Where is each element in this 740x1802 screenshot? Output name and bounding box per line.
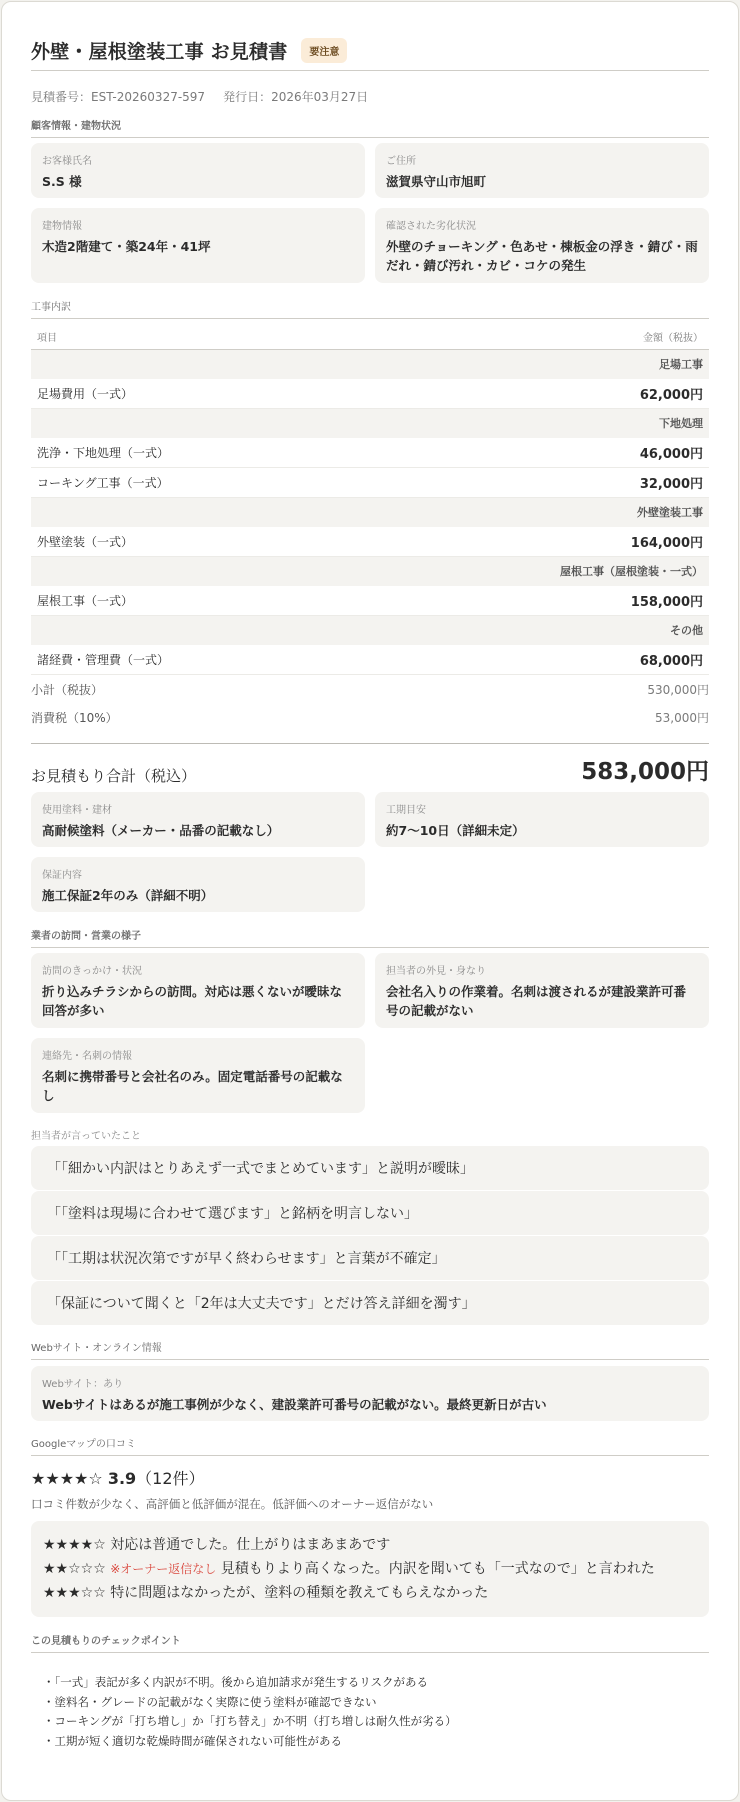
- divider: [31, 70, 709, 71]
- card-value: 滋賀県守山市旭町: [386, 174, 487, 189]
- quote-item: 「「細かい内訳はとりあえず一式でまとめています」と説明が曖昧」: [31, 1146, 709, 1190]
- tax-label: 消費税（10%）: [31, 710, 118, 725]
- card-label: 連絡先・名刺の情報: [42, 1051, 132, 1062]
- checkpoint-list: [31, 1653, 709, 1751]
- estimate-number: 見積番号：EST-20260327-597: [31, 90, 206, 104]
- appearance-card: [375, 953, 709, 1028]
- customer-grid: [31, 143, 709, 283]
- table-row: 足場費用（一式） 62,000円: [31, 379, 709, 409]
- review-list: [31, 1521, 709, 1617]
- card-value: 高耐候塗料（メーカー・品番の記載なし）: [42, 823, 280, 838]
- table-row: 屋根工事（一式） 158,000円: [31, 586, 709, 616]
- review-count: （12件）: [136, 1469, 205, 1488]
- review-text: 見積もりより高くなった。内訳を聞いても「一式なので」と言われた: [220, 1561, 655, 1577]
- no-owner-reply-flag: ※オーナー返信なし: [110, 1562, 217, 1576]
- table-row: コーキング工事（一式） 32,000円: [31, 468, 709, 498]
- section-title: 顧客情報・建物状況: [31, 117, 709, 138]
- address-card: [375, 143, 709, 198]
- review-item: [43, 1557, 697, 1581]
- website-section: [31, 1339, 709, 1421]
- section-title: この見積もりのチェックポイント: [31, 1632, 709, 1653]
- rating-score: 3.9: [107, 1469, 137, 1488]
- rating-summary: [31, 1466, 709, 1488]
- section-title: Googleマップの口コミ: [31, 1435, 709, 1456]
- review-item: [43, 1533, 697, 1557]
- tax-row: [31, 703, 709, 731]
- table-row: 外壁塗装（一式） 164,000円: [31, 527, 709, 557]
- page-title: 外壁・屋根塗装工事 お見積書: [31, 40, 288, 63]
- review-text: 特に問題はなかったが、塗料の種類を教えてもらえなかった: [110, 1585, 489, 1601]
- visit-grid: [31, 953, 709, 1113]
- rating-note: 口コミ件数が少なく、高評価と低評価が混在。低評価へのオーナー返信がない: [31, 1497, 434, 1511]
- card-value: 外壁のチョーキング・色あせ・棟板金の浮き・錆び・雨だれ・錆び汚れ・カビ・コケの発生: [386, 239, 698, 274]
- card-label: 建物情報: [42, 221, 82, 232]
- table-row: 諸経費・管理費（一式） 68,000円: [31, 645, 709, 675]
- divider: [31, 743, 709, 744]
- category-row: 足場工事: [31, 350, 709, 379]
- subtotal-value: 530,000円: [647, 682, 709, 697]
- category-row: 下地処理: [31, 409, 709, 438]
- col-item: 項目: [31, 319, 459, 350]
- section-title: 工事内訳: [31, 298, 709, 319]
- card-label: 確認された劣化状況: [386, 221, 476, 232]
- google-section: [31, 1435, 709, 1617]
- card-value: 会社名入りの作業着。名刺は渡されるが建設業許可番号の記載がない: [386, 984, 687, 1019]
- card-label: 保証内容: [42, 870, 82, 881]
- card-value: 施工保証2年のみ（詳細不明）: [42, 888, 214, 903]
- quote-item: 「「工期は状況次第ですが早く終わらせます」と言葉が不確定」: [31, 1236, 709, 1280]
- visit-section: [31, 927, 709, 1113]
- star-rating-icon: ★★★★☆: [43, 1537, 106, 1553]
- total-row: [31, 756, 709, 786]
- category-row: 屋根工事（屋根塗装・一式）: [31, 557, 709, 586]
- contact-card: [31, 1038, 365, 1113]
- warning-badge: 要注意: [301, 38, 347, 63]
- deterioration-card: [375, 208, 709, 283]
- star-rating-icon: ★★★☆☆: [43, 1585, 106, 1601]
- quote-item: 「保証について聞くと「2年は大丈夫です」とだけ答え詳細を濁す」: [31, 1281, 709, 1325]
- quote-item: 「「塗料は現場に合わせて選びます」と銘柄を明言しない」: [31, 1191, 709, 1235]
- details-grid: [31, 792, 709, 912]
- website-card: [31, 1366, 709, 1421]
- total-value: 583,000円: [581, 759, 709, 785]
- review-item: [43, 1581, 697, 1605]
- table-header: [31, 319, 709, 350]
- star-rating-icon: ★★☆☆☆: [43, 1561, 106, 1577]
- checkpoint-item: ・塗料名・グレードの記載がなく実際に使う塗料が確認できない: [43, 1694, 377, 1709]
- card-label: ご住所: [386, 156, 416, 167]
- quotes-section: [31, 1127, 709, 1325]
- customer-section: [31, 117, 709, 283]
- card-value: 折り込みチラシからの訪問。対応は悪くないが曖昧な回答が多い: [42, 984, 343, 1019]
- section-title: Webサイト・オンライン情報: [31, 1339, 709, 1360]
- breakdown-table: [31, 319, 709, 675]
- card-label: 訪問のきっかけ・状況: [42, 966, 142, 977]
- estimate-meta: [31, 88, 709, 104]
- checkpoint-item: ・工期が短く適切な乾燥時間が確保されない可能性がある: [43, 1733, 342, 1748]
- estimate-document: [1, 1, 739, 1801]
- subtotal-row: [31, 675, 709, 703]
- breakdown-section: [31, 298, 709, 786]
- card-label: お客様氏名: [42, 156, 92, 167]
- checkpoint-item: ・コーキングが「打ち増し」か「打ち替え」か不明（打ち増しは耐久性が劣る）: [43, 1714, 457, 1728]
- review-text: 対応は普通でした。仕上がりはまあまあです: [110, 1537, 391, 1553]
- card-label: 使用塗料・建材: [42, 805, 112, 816]
- card-value: 木造2階建て・築24年・41坪: [42, 239, 211, 254]
- schedule-card: [375, 792, 709, 847]
- checkpoint-item: ・「一式」表記が多く内訳が不明。後から追加請求が発生するリスクがある: [43, 1675, 429, 1689]
- customer-name-card: [31, 143, 365, 198]
- card-value: 名刺に携帯番号と会社名のみ。固定電話番号の記載なし: [42, 1069, 343, 1104]
- quotes-label: 担当者が言っていたこと: [31, 1131, 141, 1142]
- warranty-card: [31, 857, 365, 912]
- issue-date: 発行日：2026年03月27日: [223, 90, 369, 104]
- tax-value: 53,000円: [655, 710, 709, 725]
- card-value: 約7〜10日（詳細未定）: [386, 823, 525, 838]
- card-label: 担当者の外見・身なり: [386, 966, 486, 977]
- title-row: [31, 2, 709, 70]
- card-label: 工期目安: [386, 805, 426, 816]
- category-row: その他: [31, 616, 709, 645]
- building-info-card: [31, 208, 365, 283]
- visit-trigger-card: [31, 953, 365, 1028]
- star-rating-icon: ★★★★☆: [31, 1469, 103, 1488]
- subtotal-label: 小計（税抜）: [31, 682, 104, 697]
- total-label: お見積もり合計（税込）: [31, 767, 197, 785]
- materials-card: [31, 792, 365, 847]
- col-amount: 金額（税抜）: [459, 319, 709, 350]
- table-row: 洗浄・下地処理（一式） 46,000円: [31, 438, 709, 468]
- section-title: 業者の訪問・営業の様子: [31, 927, 709, 948]
- card-value: Webサイトはあるが施工事例が少なく、建設業許可番号の記載がない。最終更新日が古い: [42, 1397, 547, 1412]
- category-row: 外壁塗装工事: [31, 498, 709, 527]
- card-value: S.S 様: [42, 174, 82, 189]
- card-label: Webサイト：あり: [42, 1379, 124, 1390]
- checkpoints-section: [31, 1632, 709, 1751]
